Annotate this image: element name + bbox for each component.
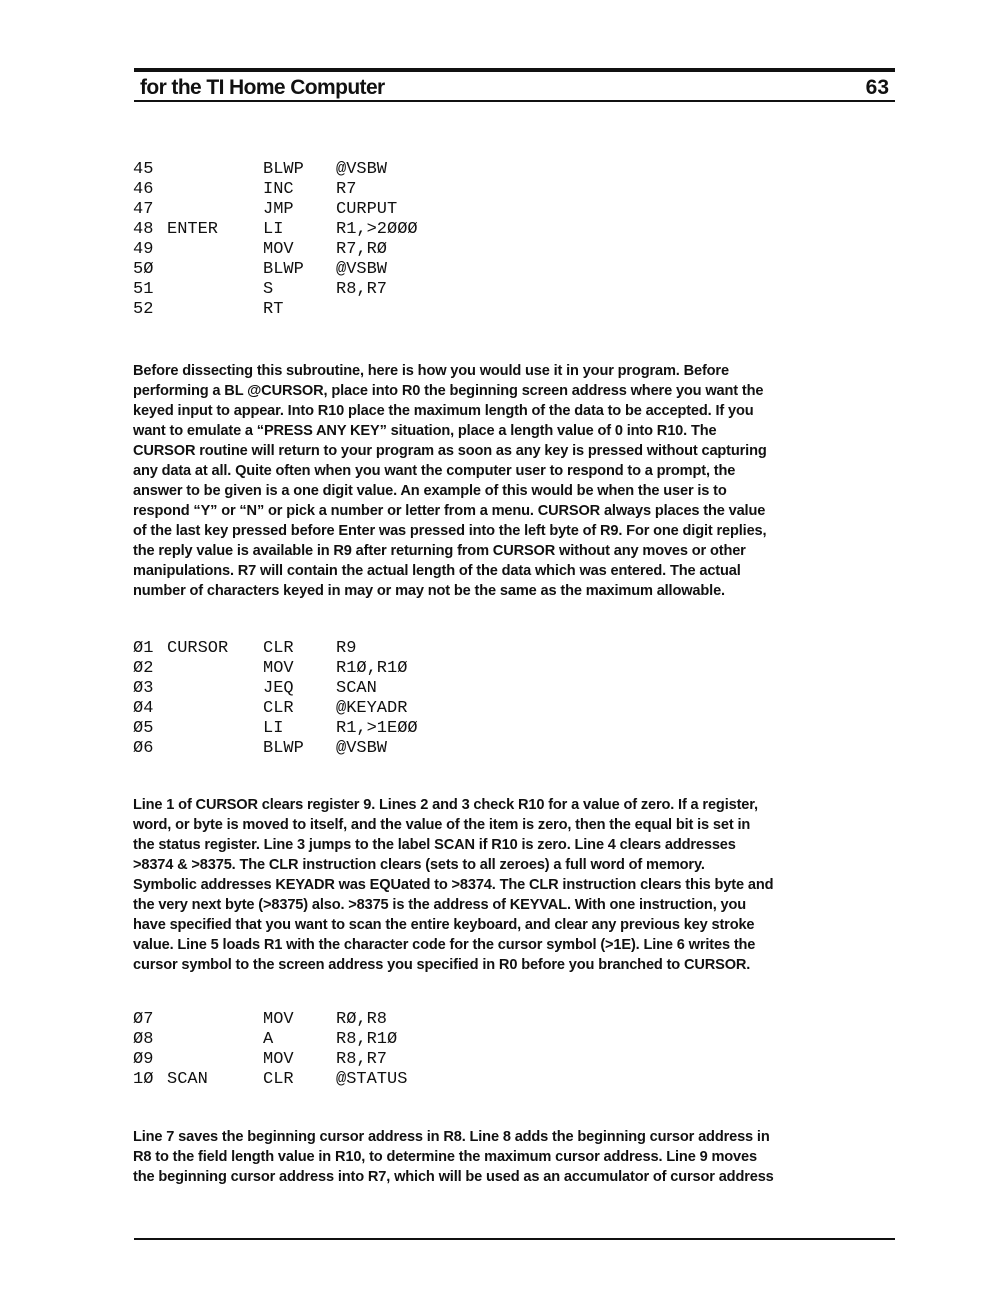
opcode: JMP <box>263 200 294 219</box>
text-line: R8 to the field length value in R10, to determine the maximum cursor address. Line 9 moves <box>133 1149 757 1165</box>
code-label: SCAN <box>167 1070 208 1089</box>
text-line: want to emulate a “PRESS ANY KEY” situation, place a length value of 0 into R10. The <box>133 423 717 439</box>
text-line: the beginning cursor address into R7, which will be used as an accumulator of cursor address <box>133 1169 774 1185</box>
page-header <box>134 68 895 104</box>
operand: CURPUT <box>336 200 398 219</box>
text-line: performing a BL @CURSOR, place into R0 the beginning screen address where you want the <box>133 383 764 399</box>
text-line: value. Line 5 loads R1 with the character code for the cursor symbol (>1E). Line 6 writes the <box>133 937 756 953</box>
text-line: the status register. Line 3 jumps to the label SCAN if R10 is zero. Line 4 clears addresses <box>133 837 736 853</box>
operand: R8,R7 <box>336 1050 388 1069</box>
paragraph-3 <box>133 1127 903 1187</box>
opcode: A <box>263 1030 274 1049</box>
line-number: 51 <box>133 280 154 299</box>
code-label: ENTER <box>167 220 219 239</box>
operand: R1,>1EØØ <box>336 719 418 738</box>
opcode: LI <box>263 220 284 239</box>
operand: @VSBW <box>336 739 388 758</box>
operand: @VSBW <box>336 260 388 279</box>
operand: @VSBW <box>336 160 388 179</box>
operand: SCAN <box>336 679 377 698</box>
line-number: 1Ø <box>133 1070 154 1089</box>
text-line: the reply value is available in R9 after returning from CURSOR without any moves or other <box>133 543 746 559</box>
text-line: any data at all. Quite often when you want the computer user to respond to a prompt, the <box>133 463 736 479</box>
footer-rule <box>134 1238 895 1240</box>
operand: R1Ø,R1Ø <box>336 659 408 678</box>
text-line: the very next byte (>8375) also. >8375 is the address of KEYVAL. With one instruction, you <box>133 897 746 913</box>
paragraph-1 <box>133 361 903 601</box>
line-number: 48 <box>133 220 154 239</box>
operand: R8,R7 <box>336 280 388 299</box>
line-number: Ø9 <box>133 1050 154 1069</box>
line-number: Ø8 <box>133 1030 154 1049</box>
opcode: CLR <box>263 1070 294 1089</box>
opcode: CLR <box>263 699 294 718</box>
running-title: for the TI Home Computer <box>140 76 385 99</box>
opcode: RT <box>263 300 284 319</box>
header-bottom-rule <box>134 100 895 102</box>
line-number: 47 <box>133 200 154 219</box>
text-line: >8374 & >8375. The CLR instruction clears (sets to all zeroes) a full word of memory. <box>133 857 705 873</box>
opcode: BLWP <box>263 160 304 179</box>
text-line: answer to be given is a one digit value. An example of this would be when the user is to <box>133 483 727 499</box>
text-line: Line 1 of CURSOR clears register 9. Lines 2 and 3 check R10 for a value of zero. If a register, <box>133 797 758 813</box>
line-number: Ø1 <box>133 639 154 658</box>
opcode: MOV <box>263 1050 294 1069</box>
opcode: CLR <box>263 639 294 658</box>
opcode: S <box>263 280 274 299</box>
line-number: Ø3 <box>133 679 154 698</box>
opcode: BLWP <box>263 739 304 758</box>
text-line: have specified that you want to scan the entire keyboard, and clear any previous key stroke <box>133 917 755 933</box>
line-number: 46 <box>133 180 154 199</box>
line-number: Ø4 <box>133 699 154 718</box>
text-line: respond “Y” or “N” or pick a number or letter from a menu. CURSOR always places the value <box>133 503 766 519</box>
opcode: INC <box>263 180 294 199</box>
code-label: CURSOR <box>167 639 229 658</box>
opcode: BLWP <box>263 260 304 279</box>
operand: RØ,R8 <box>336 1010 388 1029</box>
line-number: 5Ø <box>133 260 154 279</box>
opcode: MOV <box>263 240 294 259</box>
line-number: Ø5 <box>133 719 154 738</box>
text-line: keyed input to appear. Into R10 place the maximum length of the data to be accepted. If you <box>133 403 754 419</box>
opcode: JEQ <box>263 679 294 698</box>
text-line: Symbolic addresses KEYADR was EQUated to >8374. The CLR instruction clears this byte and <box>133 877 774 893</box>
operand: @STATUS <box>336 1070 408 1089</box>
page-number: 63 <box>865 76 889 99</box>
line-number: 45 <box>133 160 154 179</box>
opcode: MOV <box>263 1010 294 1029</box>
operand: R7,RØ <box>336 240 388 259</box>
line-number: 49 <box>133 240 154 259</box>
header-top-rule <box>134 68 895 72</box>
text-line: cursor symbol to the screen address you specified in R0 before you branched to CURSOR. <box>133 957 751 973</box>
text-line: word, or byte is moved to itself, and the value of the item is zero, then the equal bit is set in <box>133 817 751 833</box>
operand: @KEYADR <box>336 699 408 718</box>
opcode: LI <box>263 719 284 738</box>
line-number: Ø7 <box>133 1010 154 1029</box>
text-line: Line 7 saves the beginning cursor address in R8. Line 8 adds the beginning cursor address in <box>133 1129 770 1145</box>
paragraph-2 <box>133 795 903 975</box>
line-number: Ø2 <box>133 659 154 678</box>
text-line: manipulations. R7 will contain the actual length of the data which was entered. The actual <box>133 563 741 579</box>
operand: R7 <box>336 180 357 199</box>
text-line: Before dissecting this subroutine, here is how you would use it in your program. Before <box>133 363 729 379</box>
operand: R8,R1Ø <box>336 1030 398 1049</box>
operand: R1,>2ØØØ <box>336 220 418 239</box>
text-line: number of characters keyed in may or may not be the same as the maximum allowable. <box>133 583 725 599</box>
text-line: of the last key pressed before Enter was pressed into the left byte of R9. For one digit replies, <box>133 523 767 539</box>
opcode: MOV <box>263 659 294 678</box>
operand: R9 <box>336 639 357 658</box>
text-line: CURSOR routine will return to your program as soon as any key is pressed without capturing <box>133 443 767 459</box>
line-number: 52 <box>133 300 154 319</box>
line-number: Ø6 <box>133 739 154 758</box>
